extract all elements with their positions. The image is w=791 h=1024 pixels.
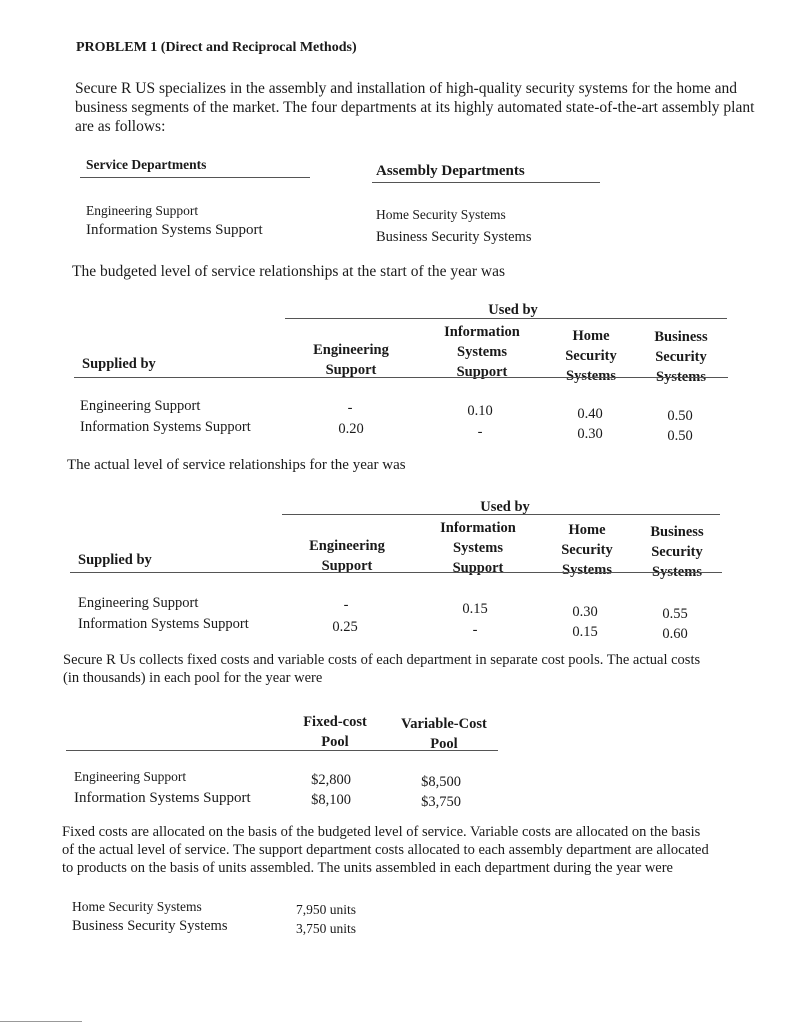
service-departments-header: Service Departments	[86, 157, 207, 172]
col-engineering-support: Engineering Support	[313, 342, 389, 378]
allocation-line-3: to products on the basis of units assembled. The units assembled in each department during the year were	[62, 860, 673, 876]
cost-fixed-cell: $8,100	[311, 792, 351, 808]
units-label: Home Security Systems	[72, 899, 202, 914]
budgeted-cell: -	[477, 424, 483, 440]
budgeted-cell: 0.40	[577, 406, 603, 422]
intro-line-2: business segments of the market. The four departments at its highly automated state-of-the-art assembly plant	[75, 99, 755, 116]
cost-variable-cell: $8,500	[421, 774, 461, 790]
service-dept-2: Information Systems Support	[86, 222, 263, 238]
actual-cell: -	[343, 597, 349, 613]
budgeted-row-label: Information Systems Support	[80, 419, 251, 435]
actual-cell: 0.55	[662, 606, 688, 622]
budgeted-cell: 0.50	[667, 428, 693, 444]
assembly-dept-2: Business Security Systems	[376, 229, 532, 245]
cost-row-label: Information Systems Support	[74, 790, 251, 806]
col-business-security-systems: Business Security Systems	[654, 329, 708, 385]
col-fixed-cost-pool: Fixed-cost Pool	[303, 714, 367, 750]
units-label: Business Security Systems	[72, 918, 228, 934]
used-by-label: Used by	[480, 499, 530, 515]
cost-fixed-cell: $2,800	[311, 772, 351, 788]
intro-line-3: are as follows:	[75, 118, 166, 135]
problem-title: PROBLEM 1 (Direct and Reciprocal Methods)	[76, 40, 357, 55]
budgeted-cell: -	[347, 400, 353, 416]
col-home-security-systems: Home Security Systems	[565, 328, 617, 384]
assembly-header-rule	[372, 182, 600, 183]
col-engineering-support: Engineering Support	[309, 538, 385, 574]
assembly-dept-1: Home Security Systems	[376, 207, 506, 222]
cost-row-label: Engineering Support	[74, 769, 187, 784]
service-header-rule	[80, 177, 310, 178]
used-by-rule	[282, 514, 720, 515]
col-information-systems-support: Information Systems Support	[444, 324, 520, 380]
actual-row-label: Engineering Support	[78, 595, 199, 611]
assembly-departments-header: Assembly Departments	[376, 163, 525, 179]
units-value: 7,950 units	[296, 902, 357, 917]
budgeted-cell: 0.10	[467, 403, 493, 419]
supplied-by-label: Supplied by	[82, 356, 156, 372]
col-information-systems-support: Information Systems Support	[440, 520, 516, 576]
budgeted-header-rule	[74, 377, 728, 378]
allocation-line-2: of the actual level of service. The support department costs allocated to each assembly department are allocated	[62, 842, 709, 858]
cost-header-rule	[66, 750, 498, 751]
actual-cell: 0.30	[572, 604, 598, 620]
actual-row-label: Information Systems Support	[78, 616, 249, 632]
col-variable-cost-pool: Variable-Cost Pool	[401, 716, 487, 752]
budgeted-cell: 0.20	[338, 421, 364, 437]
units-value: 3,750 units	[296, 921, 357, 936]
actual-cell: 0.15	[462, 601, 488, 617]
actual-cell: 0.60	[662, 626, 688, 642]
actual-header-rule	[70, 572, 722, 573]
cost-intro-line-2: (in thousands) in each pool for the year were	[63, 670, 323, 686]
supplied-by-label: Supplied by	[78, 552, 152, 568]
actual-cell: 0.25	[332, 619, 358, 635]
budgeted-cell: 0.30	[577, 426, 603, 442]
page-edge-rule	[0, 1021, 82, 1022]
budgeted-cell: 0.50	[667, 408, 693, 424]
used-by-label: Used by	[488, 302, 538, 318]
cost-variable-cell: $3,750	[421, 794, 461, 810]
intro-line-1: Secure R US specializes in the assembly and installation of high-quality security systems for the home and	[75, 80, 738, 97]
used-by-rule	[285, 318, 727, 319]
actual-intro: The actual level of service relationships for the year was	[67, 457, 406, 473]
budgeted-row-label: Engineering Support	[80, 398, 201, 414]
actual-cell: 0.15	[572, 624, 598, 640]
col-home-security-systems: Home Security Systems	[561, 522, 613, 578]
actual-cell: -	[472, 622, 478, 638]
cost-intro-line-1: Secure R Us collects fixed costs and variable costs of each department in separate cost pools. The actual costs	[63, 652, 701, 668]
service-dept-1: Engineering Support	[86, 203, 199, 218]
col-business-security-systems: Business Security Systems	[650, 524, 704, 580]
allocation-line-1: Fixed costs are allocated on the basis of the budgeted level of service. Variable costs are allocated on the basis	[62, 824, 701, 840]
budgeted-intro: The budgeted level of service relationships at the start of the year was	[72, 263, 505, 280]
